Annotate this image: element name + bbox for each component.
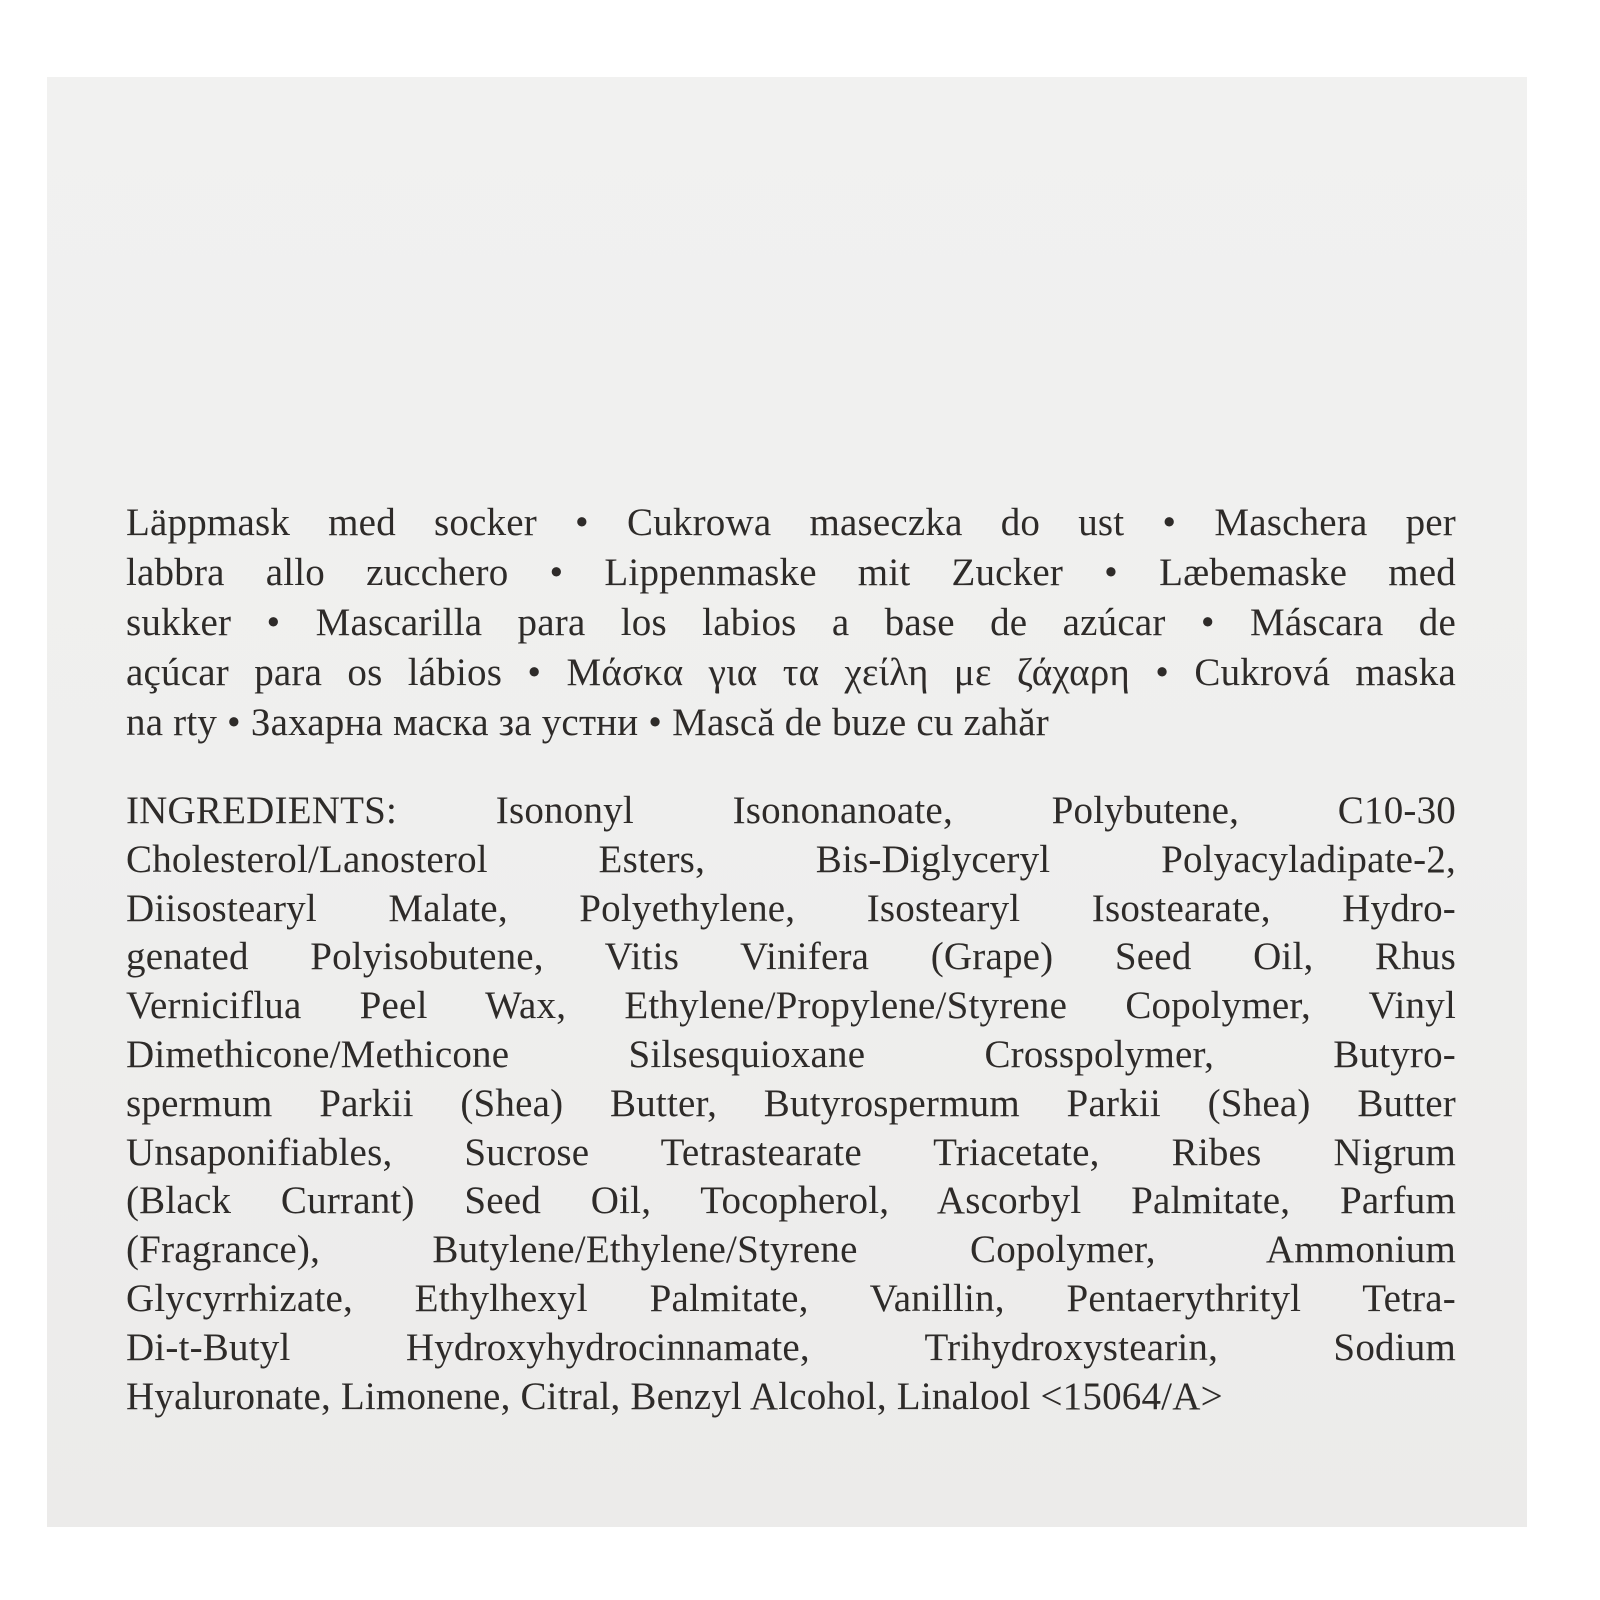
ingredients-line: Diisostearyl Malate, Polyethylene, Isostearyl Isostearate, Hydro- <box>126 886 1456 930</box>
translation-line: labbra allo zucchero • Lippenmaske mit Zucker • Læbemaske med <box>126 551 1456 594</box>
ingredients-line: (Fragrance), Butylene/Ethylene/Styrene Copolymer, Ammonium <box>126 1228 1456 1272</box>
ingredients-line: genated Polyisobutene, Vitis Vinifera (Grape) Seed Oil, Rhus <box>126 935 1456 979</box>
translations-paragraph <box>126 498 1456 748</box>
translation-line: Läppmask med socker • Cukrowa maseczka do ust • Maschera per <box>126 501 1456 544</box>
ingredients-line: (Black Currant) Seed Oil, Tocopherol, Ascorbyl Palmitate, Parfum <box>126 1179 1456 1223</box>
ingredients-line: Unsaponifiables, Sucrose Tetrastearate Triacetate, Ribes Nigrum <box>126 1130 1456 1174</box>
translation-line: na rty • Захарна маска за устни • Mască de buze cu zahăr <box>126 701 1049 744</box>
ingredients-line: Verniciflua Peel Wax, Ethylene/Propylene/Styrene Copolymer, Vinyl <box>126 984 1456 1028</box>
translation-line: sukker • Mascarilla para los labios a base de azúcar • Máscara de <box>126 601 1456 644</box>
ingredients-line: Di-t-Butyl Hydroxyhydrocinnamate, Trihydroxystearin, Sodium <box>126 1325 1456 1369</box>
ingredients-line: Dimethicone/Methicone Silsesquioxane Crosspolymer, Butyro- <box>126 1032 1456 1076</box>
ingredients-line: spermum Parkii (Shea) Butter, Butyrospermum Parkii (Shea) Butter <box>126 1081 1456 1125</box>
ingredients-line: Glycyrrhizate, Ethylhexyl Palmitate, Vanillin, Pentaerythrityl Tetra- <box>126 1276 1456 1320</box>
ingredients-line: Hyaluronate, Limonene, Citral, Benzyl Alcohol, Linalool <15064/A> <box>126 1374 1223 1418</box>
ingredients-line: Cholesterol/Lanosterol Esters, Bis-Diglyceryl Polyacyladipate-2, <box>126 837 1456 881</box>
ingredients-line: INGREDIENTS: Isononyl Isononanoate, Polybutene, C10-30 <box>126 789 1456 832</box>
ingredients-paragraph <box>126 787 1456 1421</box>
translation-line: açúcar para os lábios • Μάσκα για τα χείλη με ζάχαρη • Cukrová maska <box>126 651 1456 694</box>
